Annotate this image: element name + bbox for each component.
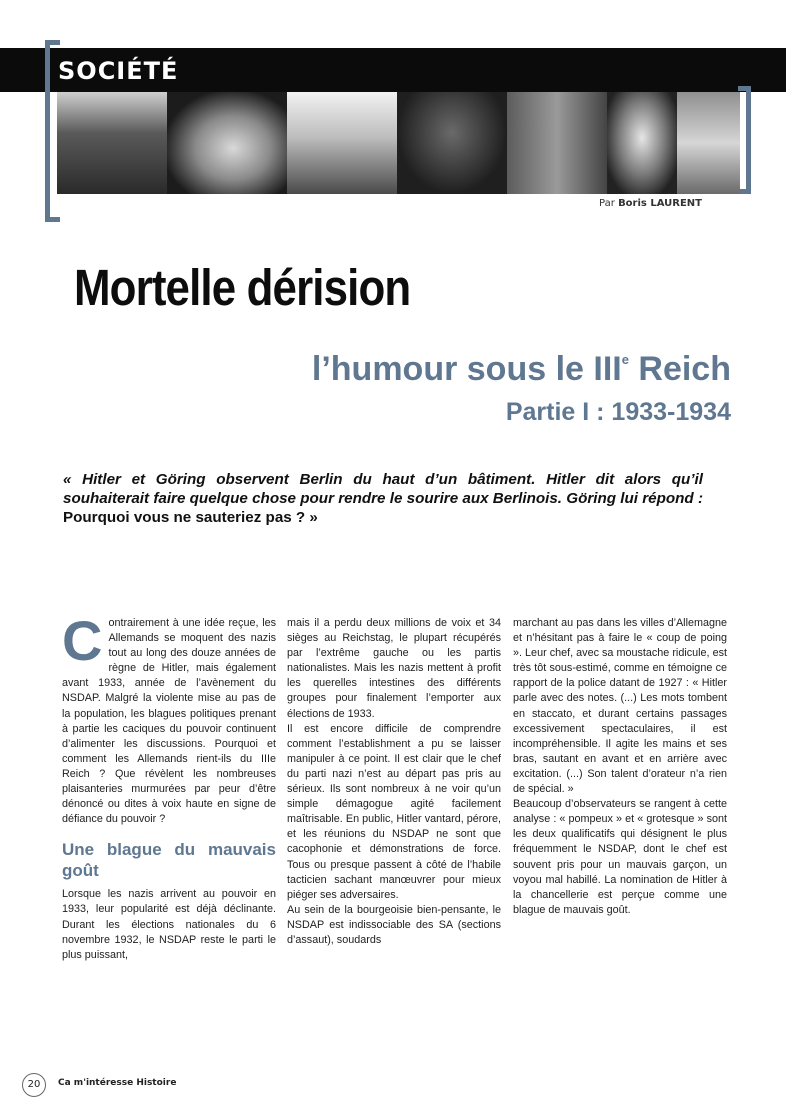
magazine-name: Ca m'intéresse Histoire: [58, 1078, 177, 1088]
photo-dictator-film: [607, 92, 677, 194]
article-title: Mortelle dérision: [74, 259, 411, 316]
paragraph: Beaucoup d’observateurs se rangent à cette analyse : « pompeux » et « grotesque » sont les deux qualificatifs qui désignent le plus fréquemment le NSDAP, dont le chef est souvent pris pour un mauvais garçon, un voyou mal habillé. La nomination de Hitler à la chancellerie est perçue comme une blague de mauvais goût.: [513, 798, 727, 916]
photo-officers: [397, 92, 507, 194]
byline: [599, 198, 702, 209]
paragraph: Lorsque les nazis arrivent au pouvoir en 1933, leur popularité est déjà déclinante. Durant les élections nationales du 6 novembre 1932, le NSDAP reste le parti le plus puissant,: [62, 888, 276, 961]
column-3: [513, 616, 727, 918]
paragraph: ontrairement à une idée reçue, les Allemands se moquent des nazis tout au long des douze années de règne de Hitler, mais également avant 1933, année de l’avènement du NSDAP. Malgré la violente mise au pas de la population, les blagues politiques prenant à partie les caciques du pouvoir continuent d’alimenter les discussions. Pourquoi et comment les Allemands rient-ils du IIIe Reich ? Que révèlent les nombreuses plaisanteries murmurées par peur d’être dénoncé ou dites à voix haute en signe de défiance du pouvoir ?: [62, 617, 276, 826]
paragraph: Au sein de la bourgeoisie bien-pensante, le NSDAP est indissociable des SA (sections d’assaut), soudards: [287, 903, 501, 946]
section-label: SOCIÉTÉ: [58, 57, 179, 85]
article-subtitle: [312, 350, 731, 389]
subtitle-main: l’humour sous le III: [311, 350, 622, 388]
photo-portrait-helmet: [167, 92, 287, 194]
photo-ceremony: [287, 92, 397, 194]
column-2: [287, 616, 501, 948]
header-photo-collage: [57, 92, 740, 194]
quote-end: Pourquoi vous ne sauteriez pas ? »: [63, 509, 318, 526]
byline-author: Boris LAURENT: [618, 198, 702, 209]
subtitle-superscript: e: [621, 352, 629, 367]
byline-prefix: Par: [599, 198, 615, 209]
section-heading: Une blague du mauvais goût: [62, 840, 276, 881]
article-part: Partie I : 1933-1934: [505, 398, 731, 426]
paragraph: Il est encore difficile de comprendre comment l’establishment a pu se laisser manipuler à ce point. Il est clair que le chef du parti nazi n’est au départ pas pris au sérieux. Ils sont nombreux à ne voir qu’un simple démagogue agité facilement maîtrisable. En public, Hitler vantard, pérore, et les réunions du NSDAP ne sont que cacophonie et démonstrations de force. Tous ou presque passent à côté de l’habile tacticien sachant manœuvrer pour mieux piéger ses adversaires.: [287, 722, 501, 901]
quote-main: « Hitler et Göring observent Berlin du haut d’un bâtiment. Hitler dit alors qu’il souhaiterait faire quelque chose pour rendre le sourire aux Berlinois. Göring lui répond :: [63, 471, 703, 507]
photo-crowd: [57, 92, 167, 194]
page-number: 20: [22, 1073, 46, 1097]
column-1: [62, 609, 276, 963]
photo-portrait-right: [677, 92, 740, 194]
drop-cap: C: [62, 609, 103, 672]
subtitle-end: Reich: [628, 350, 731, 388]
paragraph: mais il a perdu deux millions de voix et 34 sièges au Reichstag, le plupart récupérés par l’extrême gauche ou les partis nationalistes. Mais les nazis mettent à profit les querelles intestines des différents groupes pour finalement l’emporter aux élections de 1933.: [287, 617, 501, 720]
article-body: [62, 609, 742, 1061]
photo-soldiers: [507, 92, 607, 194]
paragraph: marchant au pas dans les villes d’Allemagne et n’hésitant pas à faire le « coup de poing ». Leur chef, avec sa moustache ridicule, est très tôt sous-estimé, comme en témoigne ce rapport de la police datant de 1927 : « Hitler parle avec des notes. (...) Les mots tombent en staccato, et durant certains passages excessivement spectaculaires, il est incompréhensible. Il agite les mains et ses bras, sautant en avant et en arrière avec excitation. (...) Son talent d’orateur n’a rien de spécial. »: [513, 617, 727, 796]
epigraph-quote: [63, 470, 703, 527]
